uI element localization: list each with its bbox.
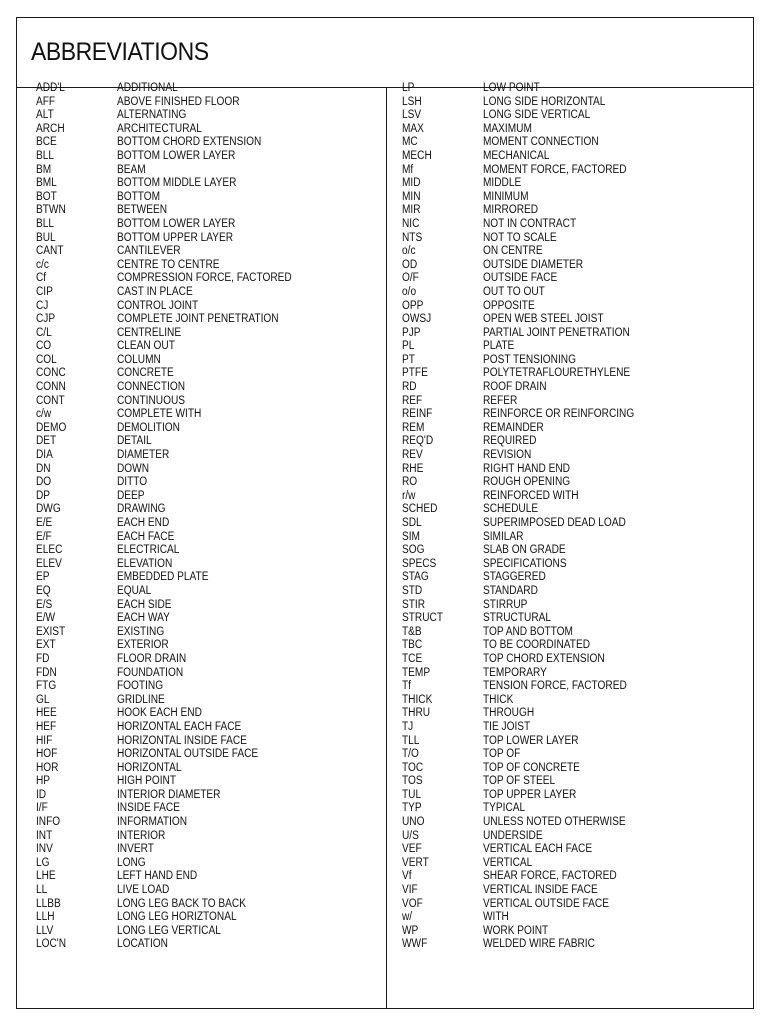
abbreviation-code: NTS [402,231,423,244]
abbreviation-meaning: BOTTOM UPPER LAYER [117,231,234,244]
abbreviation-code: E/F [36,530,52,543]
abbreviation-code: DET [36,435,57,448]
abbreviation-meaning: TOP LOWER LAYER [483,734,579,747]
abbreviation-code: ARCH [36,122,65,135]
abbreviation-meaning: TOP AND BOTTOM [483,625,573,638]
abbreviation-code: CANT [36,245,64,258]
abbreviation-meaning: WITH [483,911,509,924]
abbreviation-meaning: CONTINUOUS [117,394,186,407]
abbreviation-meaning: LONG SIDE HORIZONTAL [483,95,606,108]
abbreviation-meaning: ABOVE FINISHED FLOOR [117,95,240,108]
abbreviation-code: TEMP [402,666,431,679]
abbreviation-code: COL [36,353,57,366]
abbreviation-code: SOG [402,544,425,557]
abbreviation-code: TLL [402,734,420,747]
abbreviation-code: GL [36,693,50,706]
abbreviation-code: c/w [36,408,52,421]
abbreviation-code: BLL [36,149,55,162]
abbreviation-code: CO [36,340,52,353]
abbreviation-code: DIA [36,449,53,462]
abbreviation-meaning: DITTO [117,476,148,489]
abbreviation-meaning: MECHANICAL [483,149,550,162]
abbreviation-meaning: NOT IN CONTRACT [483,217,577,230]
abbreviation-meaning: INFORMATION [117,816,188,829]
abbreviation-meaning: SLAB ON GRADE [483,544,566,557]
abbreviation-code: C/L [36,326,52,339]
abbreviation-meaning: SUPERIMPOSED DEAD LOAD [483,517,626,529]
abbreviation-code: BLL [36,217,55,230]
abbreviation-meaning: HORIZONTAL [117,761,182,774]
abbreviation-code: STD [402,584,423,597]
abbreviation-meaning: BOTTOM [117,190,161,203]
abbreviation-meaning: INSIDE FACE [117,802,180,815]
abbreviation-meaning: VERTICAL [483,856,533,869]
abbreviation-code: LL [36,884,48,897]
abbreviation-meaning: ALTERNATING [117,109,187,122]
abbreviation-code: LSV [402,109,422,122]
abbreviation-meaning: BOTTOM LOWER LAYER [117,149,236,162]
abbreviation-meaning: CENTRE TO CENTRE [117,258,220,271]
abbreviation-code: E/S [36,598,53,611]
abbreviation-code: REV [402,449,423,462]
abbreviation-code: LG [36,856,50,869]
abbreviation-meaning: VERTICAL INSIDE FACE [483,884,598,897]
abbreviation-code: REM [402,421,425,434]
abbreviation-code: CJ [36,299,49,312]
abbreviation-code: WWF [402,938,428,951]
abbreviation-meaning: EQUAL [117,584,152,597]
abbreviation-meaning: TO BE COORDINATED [483,639,591,652]
abbreviation-meaning: OUTSIDE DIAMETER [483,258,584,271]
abbreviation-code: BUL [36,231,56,244]
abbreviation-meaning: EXTERIOR [117,639,169,652]
abbreviation-code: DP [36,489,51,502]
abbreviation-code: HIF [36,734,53,747]
abbreviation-code: r/w [402,489,416,502]
abbreviation-code: FD [36,652,50,665]
abbreviation-code: EXT [36,639,56,652]
abbreviation-meaning: EMBEDDED PLATE [117,571,209,584]
abbreviation-meaning: BEAM [117,163,146,176]
abbreviation-code: STIR [402,598,426,611]
abbreviation-code: ADD'L [36,82,65,94]
abbreviation-code: INV [36,843,53,856]
abbreviation-code: PT [402,353,415,366]
abbreviation-meaning: THROUGH [483,707,535,720]
abbreviation-code: VERT [402,856,429,869]
abbreviation-code: STRUCT [402,612,444,625]
abbreviation-code: OD [402,258,418,271]
abbreviation-meaning: REFER [483,394,518,407]
abbreviation-meaning: LOW POINT [483,82,540,94]
abbreviation-code: MECH [402,149,432,162]
abbreviation-meaning: TENSION FORCE, FACTORED [483,680,627,693]
abbreviation-meaning: INTERIOR [117,829,166,842]
abbreviation-code: RHE [402,462,424,475]
abbreviation-code: THRU [402,707,431,720]
abbreviation-code: BTWN [36,204,66,217]
abbreviation-meaning: FOOTING [117,680,164,693]
abbreviation-meaning: EACH SIDE [117,598,172,611]
abbreviation-meaning: DEMOLITION [117,421,180,434]
abbreviation-meaning: SPECIFICATIONS [483,557,567,570]
abbreviation-code: T/O [402,748,419,761]
abbreviation-meaning: MINIMUM [483,190,529,203]
abbreviation-meaning: SIMILAR [483,530,524,543]
abbreviation-meaning: HOOK EACH END [117,707,202,720]
abbreviation-code: E/W [36,612,56,625]
abbreviation-code: BCE [36,136,57,149]
abbreviation-code: DN [36,462,51,475]
abbreviation-meaning: TIE JOIST [483,720,531,733]
abbreviation-code: SCHED [402,503,438,516]
abbreviation-code: MAX [402,122,424,135]
abbreviation-code: LLH [36,911,55,924]
abbreviation-meaning: HIGH POINT [117,775,177,788]
abbreviation-code: REINF [402,408,433,421]
abbreviation-meaning: CONNECTION [117,381,186,394]
abbreviation-meaning: MIDDLE [483,177,522,190]
abbreviation-meaning: UNLESS NOTED OTHERWISE [483,816,626,829]
abbreviation-meaning: DRAWING [117,503,166,516]
abbreviation-meaning: OUT TO OUT [483,285,545,298]
abbreviation-meaning: STRUCTURAL [483,612,552,625]
abbreviation-meaning: REVISION [483,449,532,462]
abbreviation-meaning: ON CENTRE [483,245,543,258]
abbreviation-meaning: LIVE LOAD [117,884,170,897]
abbreviation-meaning: WELDED WIRE FABRIC [483,938,595,951]
abbreviation-meaning: OPPOSITE [483,299,535,312]
abbreviation-meaning: UNDERSIDE [483,829,543,842]
abbreviation-meaning: VERTICAL OUTSIDE FACE [483,897,609,910]
abbreviation-meaning: TEMPORARY [483,666,547,679]
abbreviation-meaning: BOTTOM MIDDLE LAYER [117,177,237,190]
abbreviation-code: MIR [402,204,421,217]
abbreviation-meaning: PLATE [483,340,515,353]
abbreviation-meaning: ELECTRICAL [117,544,180,557]
abbreviation-code: LSH [402,95,422,108]
abbreviation-meaning: DETAIL [117,435,152,448]
abbreviation-code: AFF [36,95,56,108]
abbreviation-code: FTG [36,680,57,693]
abbreviation-code: U/S [402,829,419,842]
abbreviation-code: c/c [36,258,49,271]
abbreviation-code: SIM [402,530,420,543]
abbreviation-code: LHE [36,870,56,883]
abbreviation-code: SPECS [402,557,437,570]
abbreviation-meaning: POST TENSIONING [483,353,576,366]
page-title: ABBREVIATIONS [31,38,209,66]
abbreviation-code: E/E [36,517,53,529]
abbreviation-meaning: POLYTETRAFLOURETHYLENE [483,367,631,380]
abbreviation-code: EP [36,571,50,584]
abbreviation-meaning: MOMENT CONNECTION [483,136,599,149]
abbreviation-code: PJP [402,326,421,339]
abbreviation-code: w/ [402,911,413,924]
abbreviation-meaning: COLUMN [117,353,161,366]
abbreviation-code: NIC [402,217,420,230]
abbreviation-code: TUL [402,788,422,801]
abbreviation-code: WP [402,924,419,937]
abbreviation-meaning: SHEAR FORCE, FACTORED [483,870,617,883]
abbreviation-code: VOF [402,897,423,910]
abbreviation-code: SDL [402,517,422,529]
abbreviation-code: REQ'D [402,435,434,448]
abbreviation-meaning: CONTROL JOINT [117,299,199,312]
abbreviation-code: EQ [36,584,51,597]
abbreviation-meaning: REINFORCED WITH [483,489,579,502]
abbreviation-meaning: MOMENT FORCE, FACTORED [483,163,627,176]
abbreviation-code: Cf [36,272,47,285]
abbreviation-code: PTFE [402,367,428,380]
abbreviation-code: UNO [402,816,425,829]
abbreviation-code: BM [36,163,52,176]
abbreviation-meaning: LONG SIDE VERTICAL [483,109,591,122]
abbreviation-meaning: ADDITIONAL [117,82,178,94]
abbreviation-code: LLV [36,924,54,937]
abbreviation-meaning: LONG LEG HORIZTONAL [117,911,237,924]
abbreviation-meaning: HORIZONTAL INSIDE FACE [117,734,247,747]
abbreviation-code: LOC'N [36,938,67,951]
abbreviation-code: CONC [36,367,66,380]
abbreviation-meaning: TOP OF [483,748,521,761]
abbreviation-code: TBC [402,639,423,652]
abbreviation-meaning: BOTTOM LOWER LAYER [117,217,236,230]
abbreviation-code: TOS [402,775,423,788]
abbreviation-meaning: FLOOR DRAIN [117,652,187,665]
abbreviation-code: OWSJ [402,313,432,326]
abbreviation-code: HEF [36,720,57,733]
abbreviation-meaning: TOP OF CONCRETE [483,761,580,774]
abbreviation-code: BML [36,177,57,190]
abbreviation-meaning: REQUIRED [483,435,537,448]
abbreviation-code: THICK [402,693,433,706]
abbreviation-code: RO [402,476,418,489]
abbreviation-meaning: VERTICAL EACH FACE [483,843,593,856]
abbreviation-code: HEE [36,707,57,720]
abbreviation-code: CIP [36,285,53,298]
column-divider [386,87,387,1008]
abbreviation-code: o/o [402,285,417,298]
abbreviation-meaning: SCHEDULE [483,503,539,516]
abbreviation-meaning: COMPLETE WITH [117,408,202,421]
abbreviation-meaning: DEEP [117,489,145,502]
abbreviation-code: TYP [402,802,422,815]
abbreviation-meaning: LONG LEG BACK TO BACK [117,897,246,910]
abbreviation-code: TJ [402,720,414,733]
abbreviation-meaning: DIAMETER [117,449,170,462]
abbreviation-meaning: STAGGERED [483,571,546,584]
abbreviation-meaning: COMPLETE JOINT PENETRATION [117,313,279,326]
abbreviation-code: DEMO [36,421,67,434]
abbreviation-code: EXIST [36,625,66,638]
abbreviation-code: Tf [402,680,412,693]
abbreviation-meaning: ARCHITECTURAL [117,122,202,135]
abbreviation-meaning: CAST IN PLACE [117,285,193,298]
abbreviation-meaning: EXISTING [117,625,165,638]
abbreviation-meaning: DOWN [117,462,150,475]
abbreviation-meaning: TOP CHORD EXTENSION [483,652,605,665]
abbreviation-code: MIN [402,190,421,203]
abbreviation-code: PL [402,340,415,353]
abbreviation-meaning: REMAINDER [483,421,544,434]
abbreviation-meaning: FOUNDATION [117,666,184,679]
abbreviation-meaning: BETWEEN [117,204,168,217]
abbreviation-meaning: ROOF DRAIN [483,381,547,394]
abbreviation-meaning: CONCRETE [117,367,174,380]
abbreviation-meaning: EACH FACE [117,530,175,543]
abbreviation-code: FDN [36,666,57,679]
abbreviation-code: BOT [36,190,57,203]
abbreviation-code: ALT [36,109,54,122]
abbreviation-code: HOF [36,748,58,761]
abbreviation-meaning: THICK [483,693,514,706]
abbreviation-meaning: EACH WAY [117,612,170,625]
abbreviation-meaning: LONG LEG VERTICAL [117,924,221,937]
abbreviation-meaning: INTERIOR DIAMETER [117,788,221,801]
abbreviation-code: Vf [402,870,412,883]
abbreviation-code: ELEV [36,557,62,570]
abbreviation-meaning: LONG [117,856,146,869]
abbreviation-meaning: CANTILEVER [117,245,181,258]
abbreviation-meaning: RIGHT HAND END [483,462,570,475]
abbreviation-meaning: PARTIAL JOINT PENETRATION [483,326,630,339]
abbreviation-code: INT [36,829,53,842]
abbreviation-meaning: LEFT HAND END [117,870,198,883]
abbreviation-code: T&B [402,625,422,638]
abbreviation-meaning: INVERT [117,843,154,856]
abbreviation-code: RD [402,381,417,394]
abbreviation-meaning: TOP UPPER LAYER [483,788,577,801]
abbreviation-code: INFO [36,816,61,829]
abbreviation-meaning: MAXIMUM [483,122,532,135]
abbreviation-code: ID [36,788,47,801]
abbreviation-meaning: ELEVATION [117,557,173,570]
abbreviation-meaning: HORIZONTAL EACH FACE [117,720,242,733]
abbreviation-code: O/F [402,272,419,285]
abbreviation-code: CJP [36,313,56,326]
abbreviation-code: VIF [402,884,418,897]
abbreviation-meaning: TOP OF STEEL [483,775,556,788]
abbreviation-meaning: HORIZONTAL OUTSIDE FACE [117,748,259,761]
abbreviation-meaning: WORK POINT [483,924,549,937]
abbreviation-meaning: TYPICAL [483,802,526,815]
abbreviation-meaning: LOCATION [117,938,168,951]
abbreviation-meaning: BOTTOM CHORD EXTENSION [117,136,262,149]
abbreviation-code: MID [402,177,421,190]
abbreviation-code: I/F [36,802,48,815]
abbreviation-meaning: ROUGH OPENING [483,476,571,489]
abbreviation-code: OPP [402,299,424,312]
abbreviation-meaning: REINFORCE OR REINFORCING [483,408,635,421]
abbreviation-code: VEF [402,843,422,856]
title-bar [17,18,753,88]
abbreviation-code: LP [402,82,415,94]
abbreviation-code: CONN [36,381,66,394]
abbreviation-code: REF [402,394,423,407]
abbreviation-meaning: OUTSIDE FACE [483,272,558,285]
abbreviation-code: HP [36,775,51,788]
abbreviation-code: ELEC [36,544,63,557]
abbreviation-code: CONT [36,394,65,407]
abbreviation-meaning: CLEAN OUT [117,340,175,353]
abbreviation-meaning: GRIDLINE [117,693,165,706]
abbreviation-code: LLBB [36,897,61,910]
abbreviation-meaning: COMPRESSION FORCE, FACTORED [117,272,292,285]
abbreviation-meaning: NOT TO SCALE [483,231,557,244]
abbreviation-meaning: MIRRORED [483,204,539,217]
abbreviation-code: TCE [402,652,423,665]
abbreviation-code: Mf [402,163,414,176]
abbreviation-code: DWG [36,503,61,516]
abbreviation-code: TOC [402,761,424,774]
abbreviation-code: MC [402,136,418,149]
abbreviation-meaning: STIRRUP [483,598,528,611]
abbreviation-meaning: EACH END [117,517,170,529]
abbreviation-code: o/c [402,245,416,258]
abbreviation-meaning: CENTRELINE [117,326,182,339]
abbreviation-meaning: STANDARD [483,584,538,597]
abbreviation-code: DO [36,476,52,489]
abbreviation-code: STAG [402,571,429,584]
abbreviation-meaning: OPEN WEB STEEL JOIST [483,313,604,326]
abbreviation-code: HOR [36,761,59,774]
